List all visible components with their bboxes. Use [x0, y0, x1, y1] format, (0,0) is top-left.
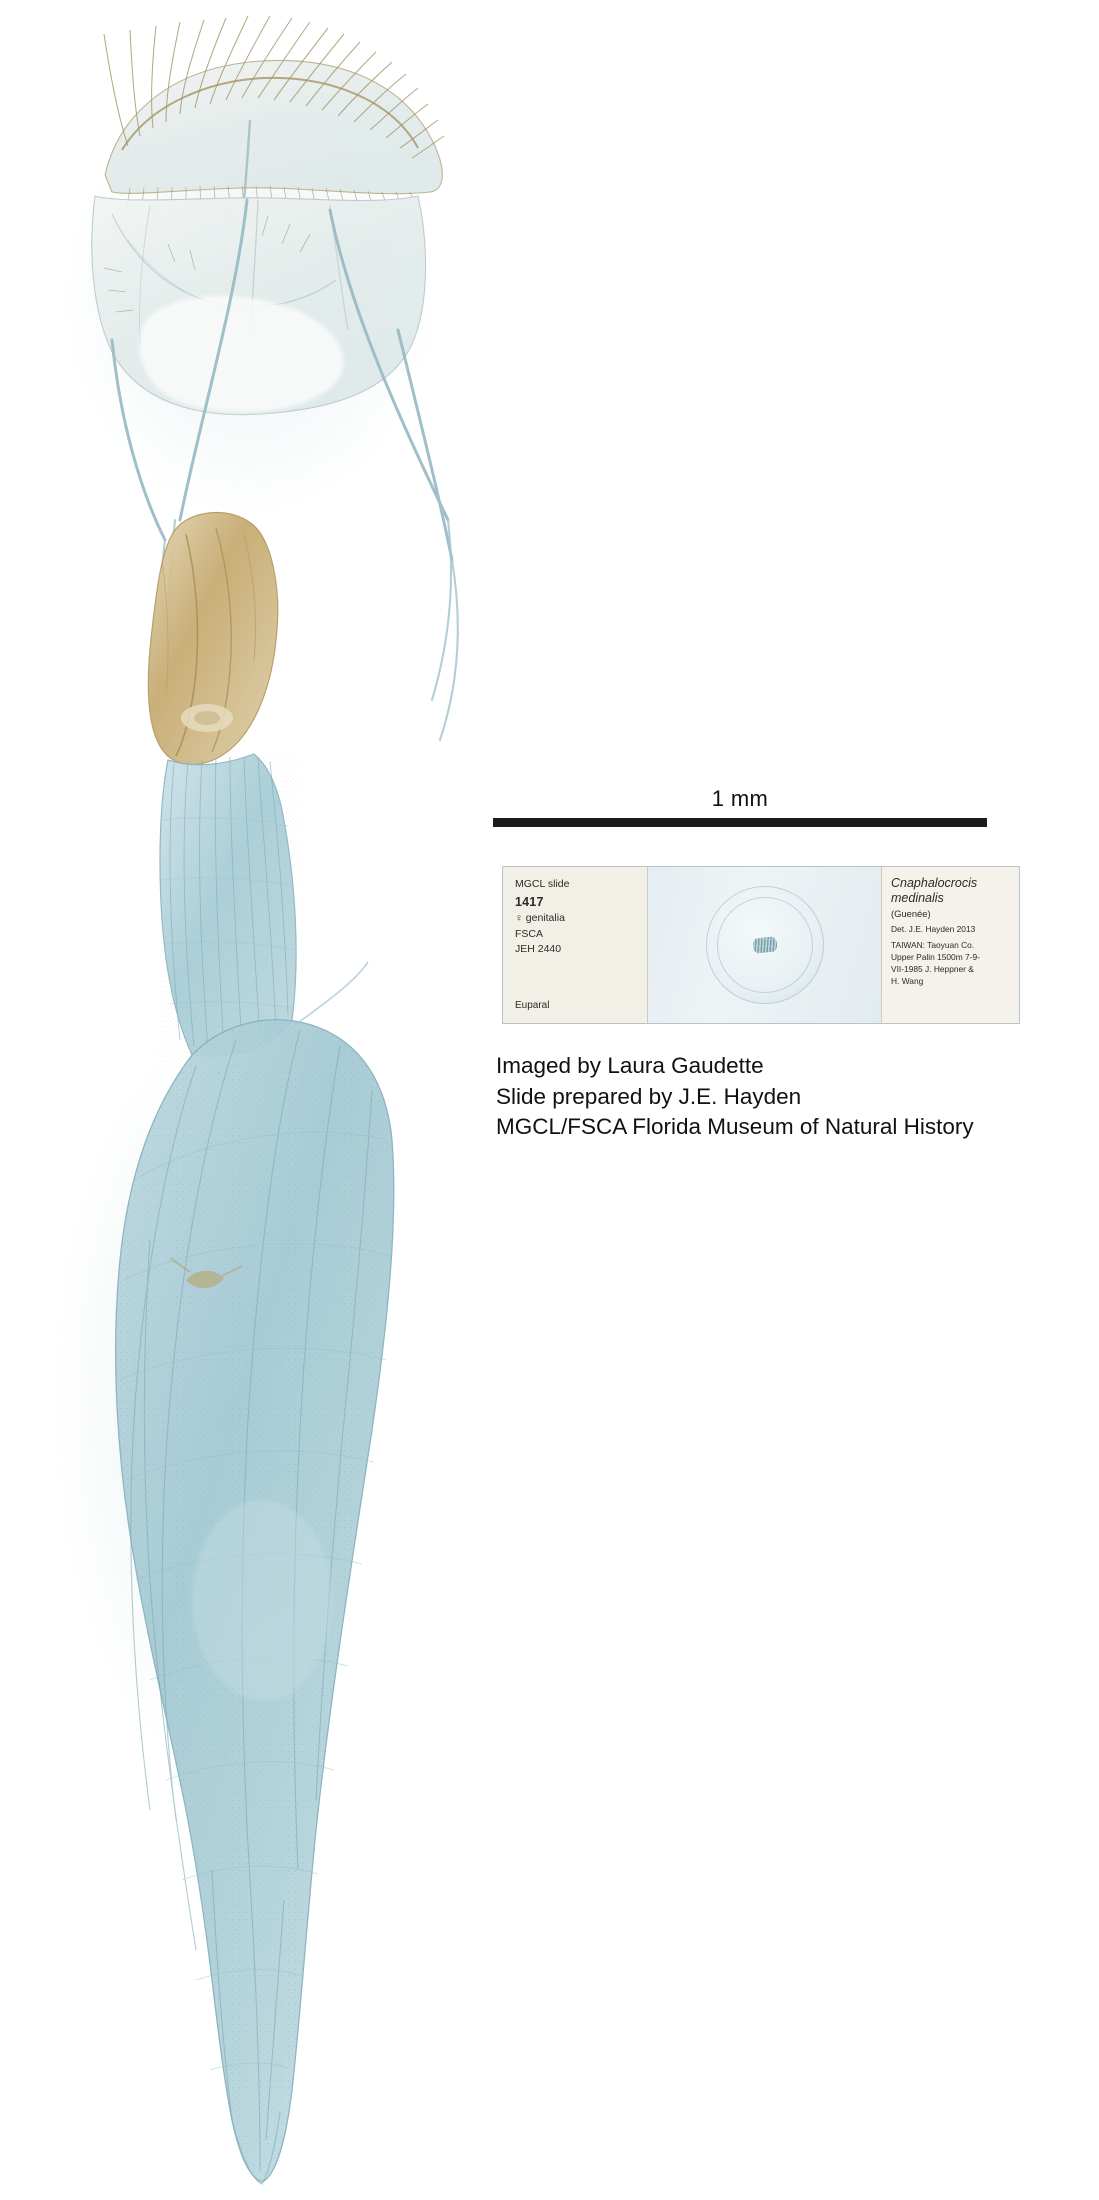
eighth-segment: [92, 196, 426, 415]
credit-imaged-by: Imaged by Laura Gaudette: [496, 1053, 764, 1078]
slide-label-locality-3: VII-1985 J. Heppner &: [891, 963, 974, 974]
credit-institution: MGCL/FSCA Florida Museum of Natural History: [496, 1114, 974, 1140]
slide-label-number: 1417: [515, 894, 544, 909]
slide-label-sex: ♀ genitalia: [515, 912, 565, 925]
slide-inset-photo: [502, 866, 1020, 1024]
scale-bar-line: [493, 818, 987, 827]
slide-label-mgcl: MGCL slide: [515, 878, 570, 890]
coverslip-ring: [706, 886, 824, 1004]
antrum-sclerite: [148, 513, 277, 765]
mounted-specimen-dot: [752, 936, 777, 953]
credit-block: [496, 1051, 1086, 1143]
corpus-bursae: [116, 1020, 394, 2184]
slide-glass-center: [648, 867, 881, 1023]
credit-slide-prepared-by: Slide prepared by J.E. Hayden: [496, 1083, 802, 1109]
slide-label-species: Cnaphalocrocis medinalis: [891, 876, 978, 905]
ductus-bursae: [158, 752, 298, 1062]
slide-label-medium: Euparal: [515, 1000, 550, 1012]
papillae-anales: [104, 16, 444, 216]
scale-bar-label: 1 mm: [711, 786, 769, 811]
slide-label-locality-2: Upper Palin 1500m 7-9-: [891, 951, 980, 962]
slide-label-prep: JEH 2440: [515, 943, 562, 956]
scale-bar: [493, 786, 987, 827]
slide-label-locality-1: TAIWAN: Taoyuan Co.: [891, 939, 975, 950]
slide-left-label: [503, 867, 648, 1023]
slide-right-label: [881, 867, 1019, 1023]
slide-label-collection: FSCA: [515, 927, 544, 940]
slide-label-locality-4: H. Wang: [891, 975, 924, 986]
slide-label-determination: Det. J.E. Hayden 2013: [891, 923, 976, 934]
slide-label-author: (Guenée): [891, 907, 931, 919]
